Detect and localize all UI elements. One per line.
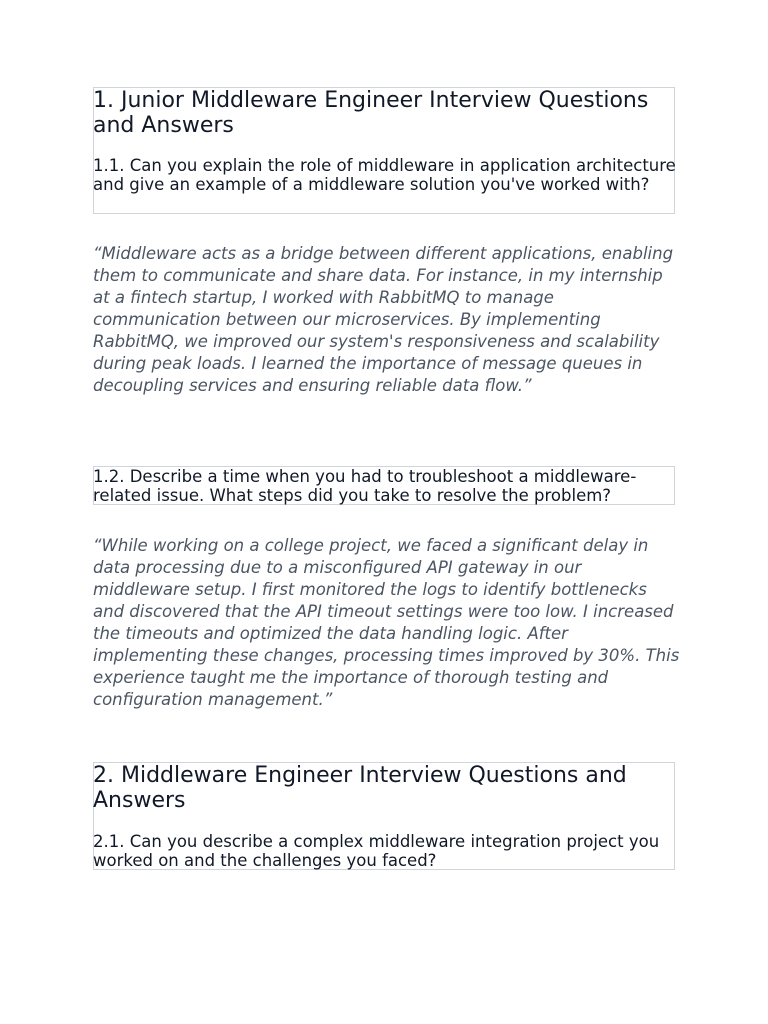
section-2-heading: 2. Middleware Engineer Interview Questions and Answers — [93, 763, 627, 813]
question-1-1: 1.1. Can you explain the role of middleware in application architecture and give an example of a middleware solution you've worked with? — [93, 156, 676, 194]
answer-1-1: “Middleware acts as a bridge between different applications, enabling them to communicate and share data. For instance, in my internship at a fintech startup, I worked with RabbitMQ to manage communication between our microservices. By implementing RabbitMQ, we improved our system's responsiveness and scalability during peak loads. I learned the importance of message queues in decoupling services and ensuring reliable data flow.” — [93, 244, 674, 395]
answer-1-2: “While working on a college project, we faced a significant delay in data processing due to a misconfigured API gateway in our middleware setup. I first monitored the logs to identify bottlenecks and discovered that the API timeout settings were too low. I increased the timeouts and optimized the data handling logic. After implementing these changes, processing times improved by 30%. This experience taught me the importance of thorough testing and configuration management.” — [93, 536, 680, 709]
question-1-2: 1.2. Describe a time when you had to troubleshoot a middleware-related issue. What steps did you take to resolve the problem? — [93, 467, 637, 505]
section-1-heading: 1. Junior Middleware Engineer Interview Questions and Answers — [93, 88, 649, 138]
question-2-1: 2.1. Can you describe a complex middleware integration project you worked on and the challenges you faced? — [93, 832, 660, 870]
